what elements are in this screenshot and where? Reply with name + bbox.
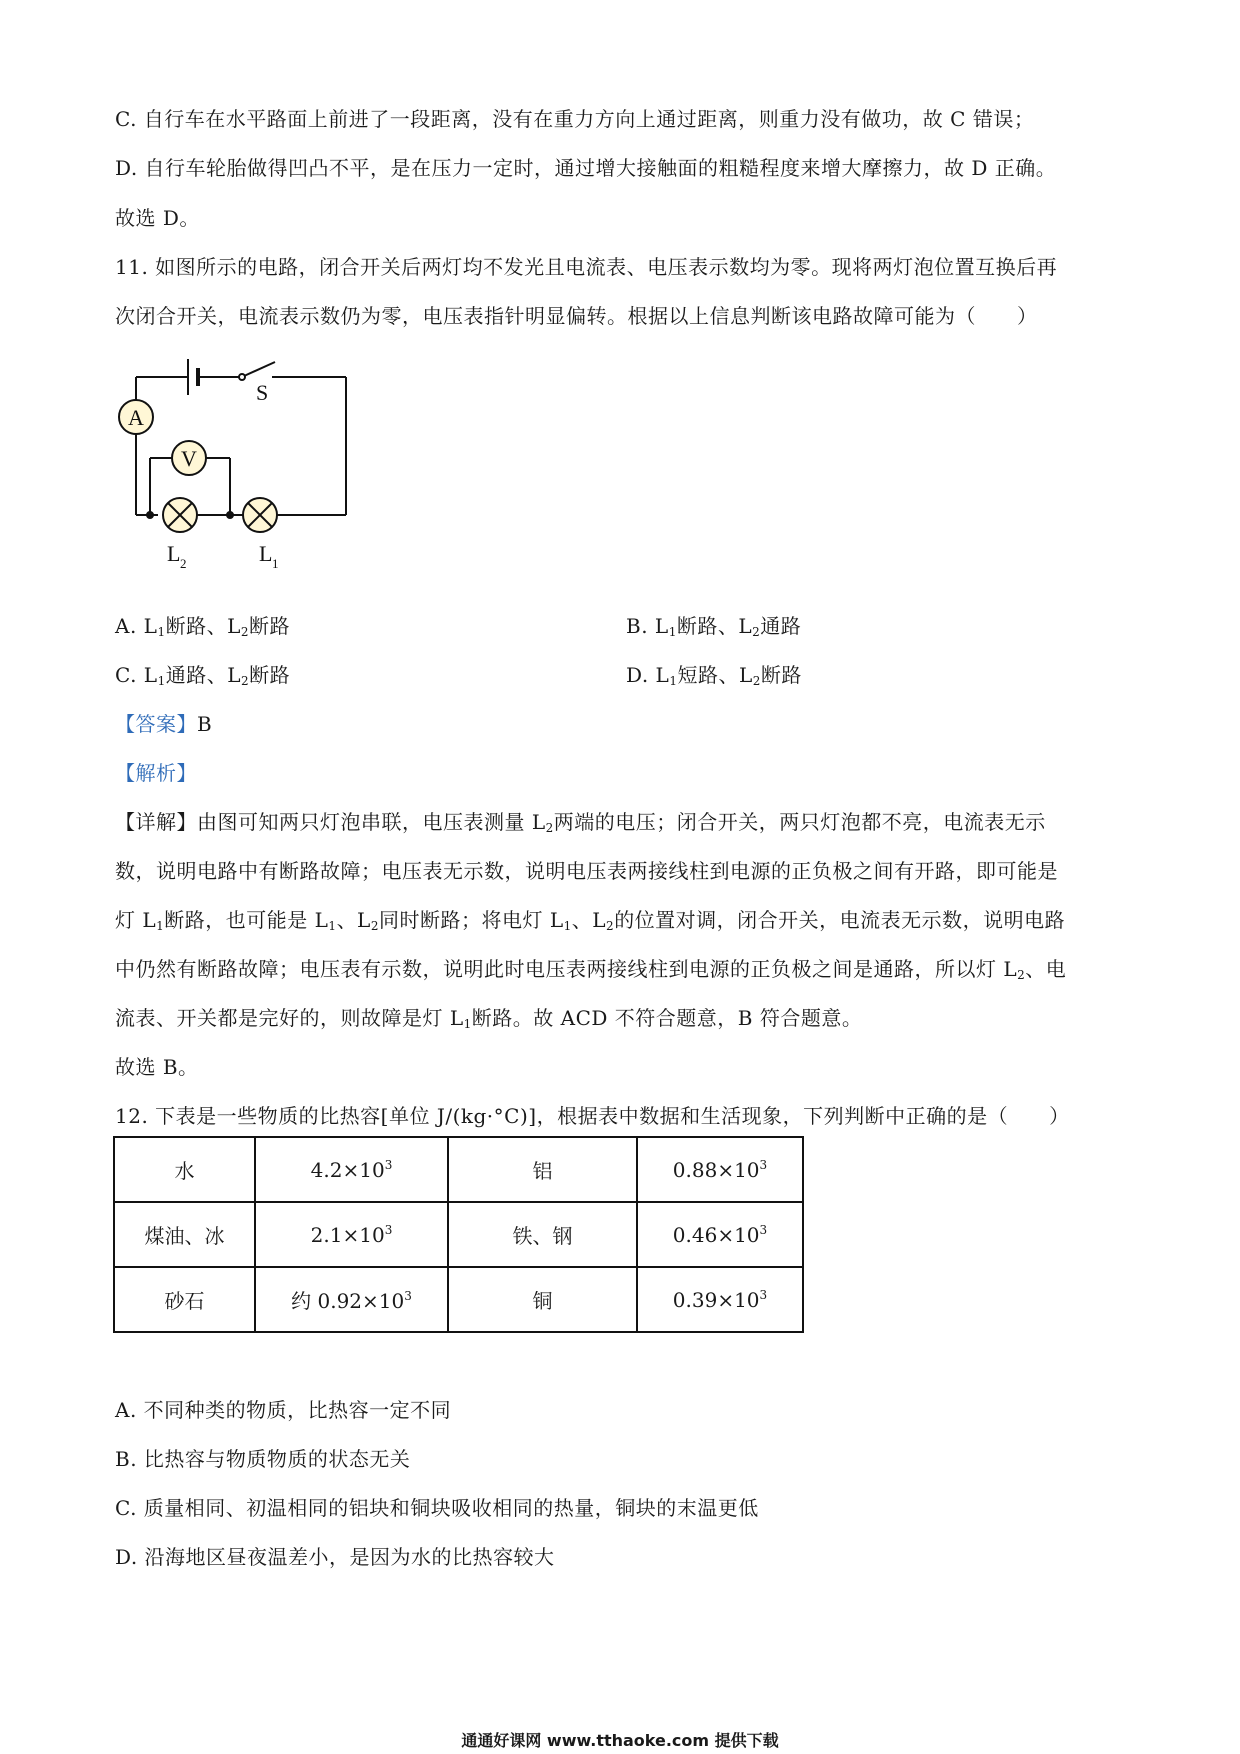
switch-blade [244,362,275,376]
table-cell: 铝 [448,1137,637,1202]
q11-analysis [115,758,197,788]
q12-option-b: B. 比热容与物质物质的状态无关 [115,1447,411,1471]
ammeter-label: A [128,405,144,430]
q11-circuit-diagram [110,355,370,585]
q12-option-a: A. 不同种类的物质，比热容一定不同 [115,1398,452,1422]
q11-detail-line4: 中仍然有断路故障；电压表有示数，说明此时电压表两接线柱到电源的正负极之间是通路，所以灯 $L_2$、电 [115,957,1067,982]
q11-answer [115,709,212,739]
table-cell: 约 $0.92\times 10^3$ [255,1267,448,1332]
q12-option-c: C. 质量相同、初温相同的铝块和铜块吸收相同的热量，铜块的末温更低 [115,1496,759,1520]
switch-label: S [256,380,269,405]
detail-tag: 【详解】 [115,810,197,834]
table-cell: $0.88\times 10^3$ [637,1137,803,1202]
answer-value: B [197,712,213,736]
q11-option-a: A. $L_1$断路、$L_2$断路 [115,614,291,639]
table-cell: $0.39\times 10^3$ [637,1267,803,1332]
q11-stem-line1: 11. 如图所示的电路，闭合开关后两灯均不发光且电流表、电压表示数均为零。现将两灯泡位置互换后再 [115,255,1058,279]
q11-stem-line2: 次闭合开关，电流表示数仍为零，电压表指针明显偏转。根据以上信息判断该电路故障可能为（ ） [115,304,1038,328]
table-cell: $2.1\times 10^3$ [255,1202,448,1267]
q12-stem: 12. 下表是一些物质的比热容[单位 J/(kg·°C)]，根据表中数据和生活现象，下列判断中正确的是（ ） [115,1104,1070,1128]
table-cell: $4.2\times 10^3$ [255,1137,448,1202]
q11-option-b: B. $L_1$断路、$L_2$通路 [626,614,802,639]
table-cell: $0.46\times 10^3$ [637,1202,803,1267]
q11-option-c: C. $L_1$通路、$L_2$断路 [115,663,291,688]
table-cell: 煤油、冰 [114,1202,255,1267]
q11-detail-line3: 灯 $L_1$断路，也可能是 $L_1$、$L_2$同时断路；将电灯 $L_1$、$L_2$的位置对调，闭合开关，电流表无示数，说明电路 [115,908,1066,933]
voltmeter-label: V [181,446,197,471]
q11-select: 故选 B。 [115,1055,199,1079]
table-cell: 铜 [448,1267,637,1332]
q11-detail-line5: 流表、开关都是完好的，则故障是灯 $L_1$断路。故 ACD 不符合题意，B 符合题意。 [115,1006,863,1031]
table-row [114,1137,803,1202]
table-cell: 水 [114,1137,255,1202]
prev-select: 故选 D。 [115,206,200,230]
analysis-tag: 【解析】 [115,761,197,785]
q11-detail-line2: 数，说明电路中有断路故障；电压表无示数，说明电压表两接线柱到电源的正负极之间有开路，即可能是 [115,859,1058,883]
specific-heat-table [113,1136,804,1333]
table-cell: 砂石 [114,1267,255,1332]
table-row [114,1202,803,1267]
prev-option-c: C. 自行车在水平路面上前进了一段距离，没有在重力方向上通过距离，则重力没有做功，故 C 错误； [115,107,1035,131]
answer-tag: 【答案】 [115,712,197,736]
table-cell: 铁、钢 [448,1202,637,1267]
lamp-l2-label: L [167,541,181,566]
lamp-l1-subscript: 1 [272,556,279,571]
q11-detail-line1: 【详解】由图可知两只灯泡串联，电压表测量 $L_2$两端的电压；闭合开关，两只灯泡都不亮，电流表无示 [115,810,1046,835]
q12-option-d: D. 沿海地区昼夜温差小，是因为水的比热容较大 [115,1545,555,1569]
prev-option-d: D. 自行车轮胎做得凹凸不平，是在压力一定时，通过增大接触面的粗糙程度来增大摩擦力，故 D 正确。 [115,156,1057,180]
page-footer: 通通好课网 www.tthaoke.com 提供下载 [461,1731,779,1750]
table-row [114,1267,803,1332]
q11-option-d: D. $L_1$短路、$L_2$断路 [626,663,802,688]
lamp-l1-label: L [259,541,273,566]
lamp-l2-subscript: 2 [180,556,187,571]
